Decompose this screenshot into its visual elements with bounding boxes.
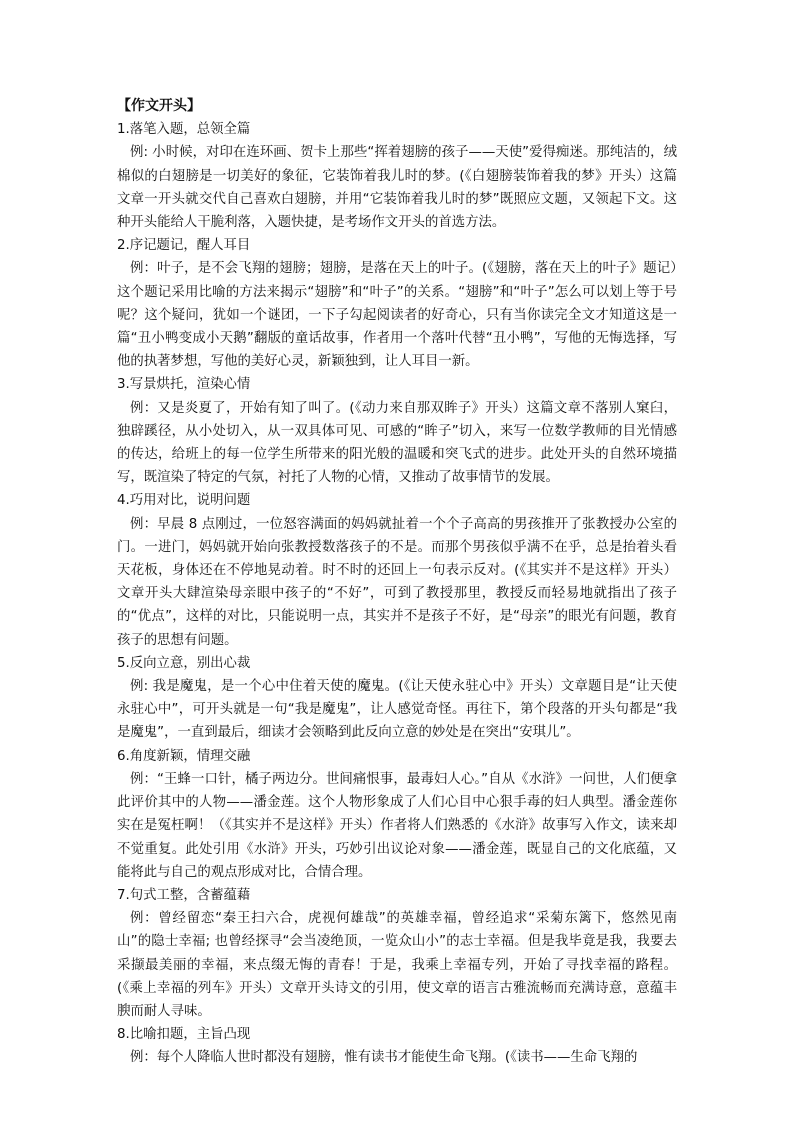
- section-heading-3: 3.写景烘托，渲染心情: [117, 377, 251, 393]
- section-text-6: 例：“王蜂一口针，橘子两边分。世间痛恨事，最毒妇人心。”自从《水浒》一问世，人们便拿此评价其中的人物——潘金莲。这个人物形象成了人们心目中心狠手毒的妇人典型。潘金莲你实在是冤枉啊！（《其实并不是这样》开头）作者将人们熟悉的《水浒》故事写入作文，读来却不觉重复。此处引用《水浒》开头，巧妙引出议论对象——潘金莲，既显自己的文化底蕴，又能将此与自己的观点形成对比，合情合理。: [117, 771, 677, 880]
- section-heading-1: 1.落笔入题，总领全篇: [117, 122, 251, 138]
- section-text-3: 例：又是炎夏了，开始有知了叫了。(《动力来自那双眸子》开头）这篇文章不落别人窠臼，独辟蹊径，从小处切入，从一双具体可见、可感的“眸子”切入，来写一位数学教师的目光情感的传达，给班上的每一位学生所带来的阳光般的温暖和突飞式的进步。此处开头的自然环境描写，既渲染了特定的气氛，衬托了人物的心情，又推动了故事情节的发展。: [117, 400, 677, 486]
- section-heading-5: 5.反向立意，别出心裁: [117, 655, 251, 671]
- section-heading-6: 6.角度新颖，情理交融: [117, 748, 251, 764]
- section-text-2: 例：叶子，是不会飞翔的翅膀；翅膀，是落在天上的叶子。(《翅膀，落在天上的叶子》题记）这个题记采用比喻的方法来揭示“翅膀”和“叶子”的关系。“翅膀”和“叶子”怎么可以划上等于号呢？这个疑问，犹如一个谜团，一下子勾起阅读者的好奇心，只有当你读完全文才知道这是一篇“丑小鸭变成小天鹅”翻版的童话故事，作者用一个落叶代替“丑小鸭”，写他的无悔选择，写他的执著梦想，写他的美好心灵，新颖独到，让人耳目一新。: [117, 261, 677, 370]
- document-page: [117, 95, 677, 1070]
- section-text-7: 例：曾经留恋“秦王扫六合，虎视何雄哉”的英雄幸福，曾经追求“采菊东篱下，悠然见南山”的隐士幸福; 也曾经探寻“会当凌绝顶，一览众山小”的志士幸福。但是我毕竟是我，我要去采撷最美丽的幸福，来点缀无悔的青春！于是，我乘上幸福专列，开始了寻找幸福的路程。(《乘上幸福的列车》开头）文章开头诗文的引用，使文章的语言古雅流畅而充满诗意，意蕴丰腴而耐人寻味。: [117, 911, 677, 1019]
- section-text-8: 例：每个人降临人世时都没有翅膀，惟有读书才能使生命飞翔。(《读书——生命飞翔的: [130, 1050, 638, 1066]
- section-heading-2: 2.序记题记，醒人耳目: [117, 238, 251, 254]
- section-text-4: 例：早晨 8 点刚过，一位怒容满面的妈妈就扯着一个个子高高的男孩推开了张教授办公室的门。一进门，妈妈就开始向张教授数落孩子的不是。而那个男孩似乎满不在乎，总是抬着头看天花板，身体还在不停地晃动着。时不时的还回上一句表示反对。(《其实并不是这样》开头）文章开头大肆渲染母亲眼中孩子的“不好”，可到了教授那里，教授反而轻易地就指出了孩子的“优点”，这样的对比，只能说明一点，其实并不是孩子不好，是“母亲”的眼光有问题，教育孩子的思想有问题。: [117, 516, 677, 648]
- document-title: 【作文开头】: [117, 98, 201, 114]
- section-text-5: 例: 我是魔鬼，是一个心中住着天使的魔鬼。(《让天使永驻心中》开头）文章题目是“让天使永驻心中”，可开头就是一句“我是魔鬼”，让人感觉奇怪。再往下，第个段落的开头句都是“我是魔鬼”，一直到最后，细读才会领略到此反向立意的妙处是在突出“安琪儿”。: [117, 679, 677, 741]
- section-heading-7: 7.句式工整，含蓄蕴藉: [117, 887, 251, 903]
- section-text-1: 例: 小时候，对印在连环画、贺卡上那些“挥着翅膀的孩子——天使”爱得痴迷。那纯洁的，绒棉似的白翅膀是一切美好的象征，它装饰着我儿时的梦。(《白翅膀装饰着我的梦》开头）这篇文章一开头就交代自己喜欢白翅膀，并用“它装饰着我儿时的梦”既照应文题，又领起下文。这种开头能给人干脆利落，入题快捷，是考场作文开头的首选方法。: [117, 145, 677, 231]
- section-heading-4: 4.巧用对比，说明问题: [117, 493, 251, 509]
- section-heading-8: 8.比喻扣题，主旨凸现: [117, 1027, 251, 1043]
